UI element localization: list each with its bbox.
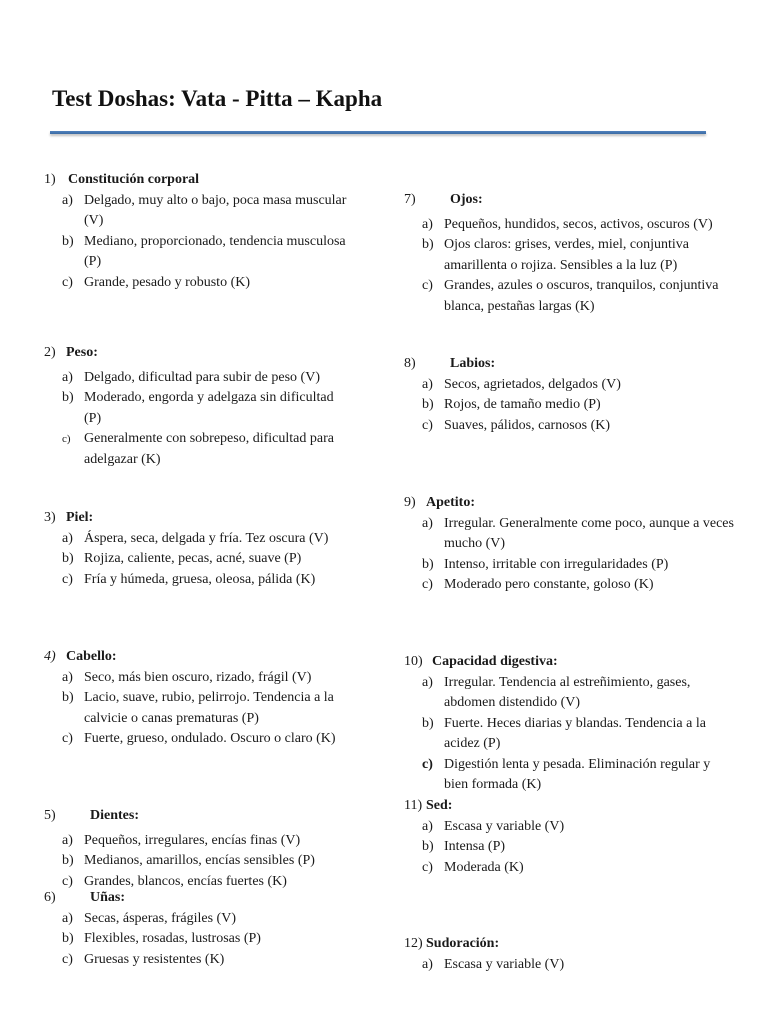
- question-heading: [404, 652, 734, 673]
- question-1: [44, 170, 354, 293]
- question-heading: [44, 170, 354, 191]
- option-letter: b): [62, 931, 74, 946]
- question-number: 11): [404, 798, 423, 813]
- answer-option: [404, 555, 734, 576]
- title-divider: [50, 131, 706, 134]
- question-label: Sed:: [426, 798, 453, 813]
- question-label: Apetito:: [426, 495, 475, 510]
- question-label: Ojos:: [450, 192, 483, 207]
- question-label: Cabello:: [66, 649, 117, 664]
- question-10: [404, 652, 734, 796]
- page-title: Test Doshas: Vata - Pitta – Kapha: [52, 86, 383, 111]
- option-letter: c): [62, 731, 73, 746]
- option-text: Pequeños, irregulares, encías finas (V): [84, 832, 301, 848]
- answer-option: [44, 909, 354, 930]
- question-number: 2): [44, 345, 56, 360]
- answer-option: [404, 955, 734, 976]
- answer-option: [404, 714, 734, 755]
- question-label: Piel:: [66, 510, 94, 525]
- answer-option: [44, 529, 354, 550]
- option-letter: a): [62, 832, 73, 848]
- option-letter: b): [422, 237, 434, 252]
- option-letter: a): [62, 669, 73, 685]
- option-letter: b): [62, 233, 74, 249]
- option-letter: a): [422, 376, 433, 392]
- option-letter: a): [62, 369, 73, 385]
- option-text: Moderado pero constante, goloso (K): [444, 577, 654, 592]
- answer-option: [44, 232, 354, 273]
- question-number: 4): [44, 649, 56, 664]
- option-letter: a): [62, 910, 73, 926]
- question-12: [404, 934, 734, 975]
- question-heading: [404, 493, 734, 514]
- option-letter: c): [422, 417, 433, 433]
- question-number: 3): [44, 510, 56, 525]
- question-heading: [44, 343, 354, 364]
- answer-option: [404, 514, 734, 555]
- answer-option: [404, 235, 734, 276]
- option-text: Fuerte. Heces diarias y blandas. Tendencia a la acidez (P): [444, 715, 706, 751]
- answer-option: [404, 395, 734, 416]
- answer-option: [404, 837, 734, 858]
- answer-option: [404, 755, 734, 796]
- question-number: 9): [404, 495, 416, 510]
- option-text: Irregular. Generalmente come poco, aunque a veces mucho (V): [444, 515, 734, 551]
- question-7: [404, 190, 734, 317]
- answer-option: [404, 215, 734, 236]
- answer-option: [44, 191, 354, 232]
- option-text: Medianos, amarillos, encías sensibles (P): [84, 853, 315, 868]
- answer-option: [404, 276, 734, 317]
- option-letter: c): [422, 859, 433, 875]
- option-letter: b): [62, 853, 74, 868]
- answer-option: [404, 858, 734, 879]
- option-letter: a): [62, 530, 73, 546]
- question-6: [44, 888, 354, 970]
- answer-option: [44, 929, 354, 950]
- answer-option: [44, 429, 354, 470]
- answer-option: [44, 570, 354, 591]
- option-letter: a): [422, 515, 433, 531]
- option-letter: b): [62, 390, 74, 405]
- option-text: Fuerte, grueso, ondulado. Oscuro o claro (K): [84, 731, 336, 746]
- question-2: [44, 343, 354, 470]
- question-4: [44, 647, 354, 750]
- option-letter: b): [422, 715, 434, 731]
- option-letter: b): [62, 690, 74, 705]
- option-text: Grandes, blancos, encías fuertes (K): [84, 873, 287, 889]
- answer-option: [44, 688, 354, 729]
- option-text: Gruesas y resistentes (K): [84, 951, 225, 967]
- option-letter: c): [422, 577, 433, 592]
- question-number: 5): [44, 808, 56, 823]
- answer-option: [44, 851, 354, 872]
- question-label: Sudoración:: [426, 936, 500, 951]
- option-text: Escasa y variable (V): [444, 818, 565, 834]
- option-text: Secas, ásperas, frágiles (V): [84, 910, 236, 926]
- option-letter: c): [422, 278, 433, 293]
- answer-option: [44, 831, 354, 852]
- option-letter: c): [62, 873, 73, 889]
- question-label: Uñas:: [90, 890, 126, 905]
- question-label: Capacidad digestiva:: [432, 654, 558, 669]
- question-5: [44, 806, 354, 892]
- option-text: Fría y húmeda, gruesa, oleosa, pálida (K): [84, 571, 316, 587]
- answer-option: [44, 368, 354, 389]
- option-text: Delgado, muy alto o bajo, poca masa muscular (V): [84, 192, 347, 228]
- option-text: Delgado, dificultad para subir de peso (V): [84, 369, 320, 385]
- answer-option: [404, 817, 734, 838]
- answer-option: [44, 549, 354, 570]
- option-text: Grande, pesado y robusto (K): [84, 274, 251, 290]
- answer-option: [404, 575, 734, 596]
- option-letter: b): [422, 397, 434, 412]
- option-text: Rojiza, caliente, pecas, acné, suave (P): [84, 551, 302, 566]
- option-text: Mediano, proporcionado, tendencia musculosa (P): [84, 233, 346, 269]
- option-text: Ojos claros: grises, verdes, miel, conjuntiva amarillenta o rojiza. Sensibles a la luz (P): [444, 237, 689, 273]
- answer-option: [404, 673, 734, 714]
- question-number: 6): [44, 890, 56, 905]
- question-number: 10): [404, 654, 423, 669]
- question-heading: [404, 354, 734, 375]
- option-text: Rojos, de tamaño medio (P): [444, 397, 601, 412]
- option-letter: c): [62, 951, 73, 967]
- option-text: Moderado, engorda y adelgaza sin dificultad (P): [84, 390, 334, 426]
- question-9: [404, 493, 734, 596]
- option-text: Pequeños, hundidos, secos, activos, oscuros (V): [444, 216, 713, 232]
- option-letter: b): [422, 839, 434, 854]
- question-heading: [44, 647, 354, 668]
- option-text: Intenso, irritable con irregularidades (P): [444, 556, 669, 572]
- question-8: [404, 354, 734, 436]
- option-text: Generalmente con sobrepeso, dificultad para adelgazar (K): [84, 431, 334, 467]
- question-heading: [404, 796, 734, 817]
- option-text: Secos, agrietados, delgados (V): [444, 376, 621, 392]
- question-3: [44, 508, 354, 590]
- question-number: 7): [404, 192, 416, 207]
- question-label: Dientes:: [90, 808, 139, 823]
- option-letter: a): [422, 216, 433, 232]
- answer-option: [44, 388, 354, 429]
- question-label: Peso:: [66, 345, 98, 360]
- option-letter: a): [422, 674, 433, 690]
- option-text: Suaves, pálidos, carnosos (K): [444, 417, 611, 433]
- option-text: Lacio, suave, rubio, pelirrojo. Tendencia a la calvicie o canas prematuras (P): [84, 690, 334, 726]
- option-text: Grandes, azules o oscuros, tranquilos, conjuntiva blanca, pestañas largas (K): [444, 278, 719, 314]
- question-11: [404, 796, 734, 878]
- option-letter: b): [62, 551, 74, 566]
- option-letter: a): [422, 818, 433, 834]
- option-text: Escasa y variable (V): [444, 956, 565, 972]
- question-number: 1): [44, 172, 56, 187]
- answer-option: [404, 416, 734, 437]
- question-label: Labios:: [450, 356, 496, 371]
- question-heading: [404, 934, 734, 955]
- question-number: 12): [404, 936, 423, 951]
- answer-option: [44, 729, 354, 750]
- question-heading: [44, 888, 354, 909]
- option-letter: c): [62, 274, 73, 290]
- answer-option: [44, 950, 354, 971]
- question-label: Constitución corporal: [68, 172, 200, 187]
- option-text: Digestión lenta y pesada. Eliminación regular y bien formada (K): [444, 756, 711, 792]
- option-text: Áspera, seca, delgada y fría. Tez oscura (V): [84, 530, 329, 546]
- option-text: Intensa (P): [444, 839, 506, 854]
- question-number: 8): [404, 356, 416, 371]
- option-text: Irregular. Tendencia al estreñimiento, gases, abdomen distendido (V): [444, 674, 691, 710]
- option-text: Seco, más bien oscuro, rizado, frágil (V): [84, 669, 312, 685]
- answer-option: [44, 273, 354, 294]
- option-letter: a): [62, 192, 73, 208]
- question-heading: [44, 508, 354, 529]
- option-text: Moderada (K): [444, 859, 524, 875]
- option-letter: a): [422, 956, 433, 972]
- answer-option: [404, 375, 734, 396]
- option-letter: c): [422, 756, 433, 772]
- option-letter: c): [62, 571, 73, 587]
- question-heading: [404, 190, 734, 211]
- question-heading: [44, 806, 354, 827]
- option-letter: c): [62, 433, 71, 445]
- option-letter: b): [422, 556, 434, 572]
- answer-option: [44, 668, 354, 689]
- option-text: Flexibles, rosadas, lustrosas (P): [84, 931, 261, 946]
